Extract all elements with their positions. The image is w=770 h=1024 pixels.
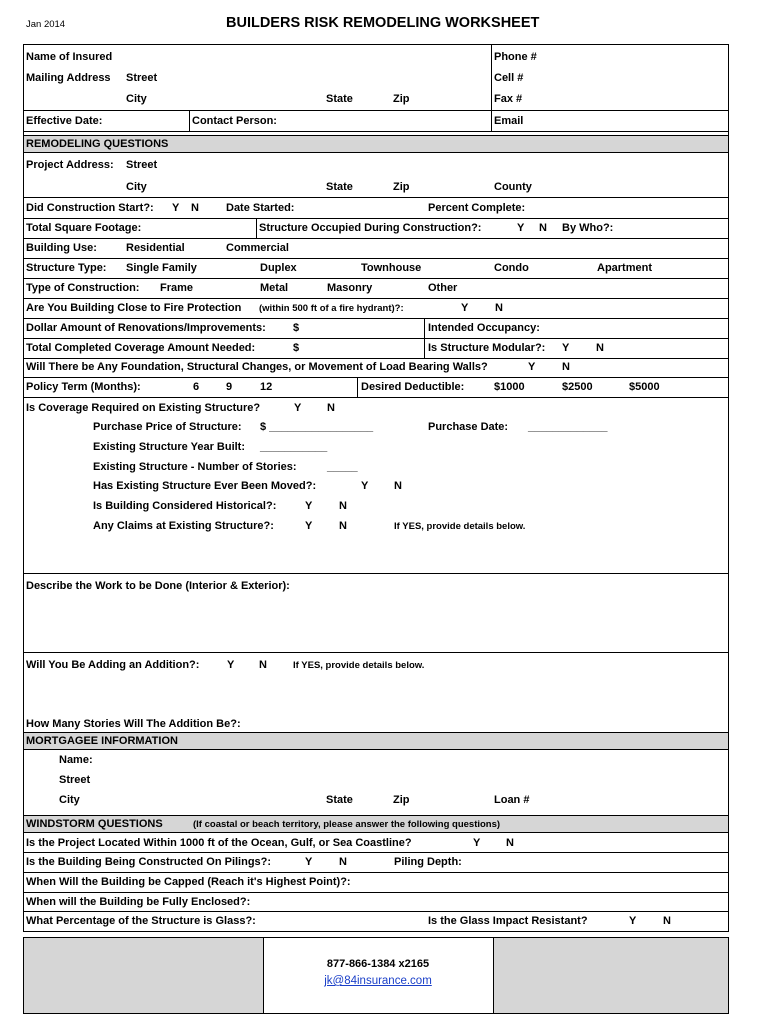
foundation-n[interactable]: N	[562, 361, 570, 373]
modular-n[interactable]: N	[596, 342, 604, 354]
mortgagee-city-label: City	[59, 794, 80, 806]
street-label: Street	[126, 72, 158, 84]
remodeling-heading: REMODELING QUESTIONS	[26, 138, 169, 150]
intended-occupancy-label: Intended Occupancy:	[428, 322, 540, 334]
claims-label: Any Claims at Existing Structure?:	[93, 520, 274, 532]
addition-y[interactable]: Y	[227, 659, 235, 671]
addition-n[interactable]: N	[259, 659, 267, 671]
moved-label: Has Existing Structure Ever Been Moved?:	[93, 480, 317, 492]
mortgagee-heading: MORTGAGEE INFORMATION	[26, 735, 178, 747]
zip-label: Zip	[393, 93, 410, 105]
enclosed-label: When will the Building be Fully Enclosed?:	[26, 896, 251, 908]
cell-label: Cell #	[494, 72, 524, 84]
claims-n[interactable]: N	[339, 520, 347, 532]
impact-resistant-y[interactable]: Y	[629, 915, 637, 927]
mortgagee-name-label: Name:	[59, 754, 93, 766]
mortgagee-state-label: State	[326, 794, 353, 806]
pilings-n[interactable]: N	[339, 856, 347, 868]
construction-start-y[interactable]: Y	[172, 202, 180, 214]
moved-n[interactable]: N	[394, 480, 402, 492]
project-address-label: Project Address:	[26, 159, 114, 171]
purchase-price-field[interactable]: $ _________________	[260, 421, 374, 433]
project-state-label: State	[326, 181, 353, 193]
year-built-label: Existing Structure Year Built:	[93, 441, 246, 453]
foundation-y[interactable]: Y	[528, 361, 536, 373]
deductible-5000[interactable]: $5000	[629, 381, 660, 393]
name-of-insured-label: Name of Insured	[26, 51, 113, 63]
addition-label: Will You Be Adding an Addition?:	[26, 659, 200, 671]
ocean-proximity-y[interactable]: Y	[473, 837, 481, 849]
project-city-label: City	[126, 181, 147, 193]
claims-note: If YES, provide details below.	[394, 521, 526, 532]
occupied-y[interactable]: Y	[517, 222, 525, 234]
mortgagee-street-label: Street	[59, 774, 91, 786]
contact-email-link[interactable]: jk@84insurance.com	[324, 975, 432, 987]
mailing-address-label: Mailing Address	[26, 72, 111, 84]
construction-start-n[interactable]: N	[191, 202, 199, 214]
capped-label: When Will the Building be Capped (Reach it's Highest Point)?:	[26, 876, 351, 888]
duplex-option[interactable]: Duplex	[260, 262, 297, 274]
state-label: State	[326, 93, 353, 105]
other-option[interactable]: Other	[428, 282, 458, 294]
townhouse-option[interactable]: Townhouse	[361, 262, 422, 274]
fax-label: Fax #	[494, 93, 523, 105]
addition-stories-label: How Many Stories Will The Addition Be?:	[26, 718, 241, 730]
policy-term-label: Policy Term (Months):	[26, 381, 141, 393]
deductible-1000[interactable]: $1000	[494, 381, 525, 393]
project-zip-label: Zip	[393, 181, 410, 193]
fire-protection-n[interactable]: N	[495, 302, 503, 314]
city-label: City	[126, 93, 147, 105]
modular-label: Is Structure Modular?:	[428, 342, 546, 354]
project-county-label: County	[494, 181, 532, 193]
metal-option[interactable]: Metal	[260, 282, 289, 294]
square-footage-label: Total Square Footage:	[26, 222, 142, 234]
claims-y[interactable]: Y	[305, 520, 313, 532]
structure-type-label: Structure Type:	[26, 262, 107, 274]
loan-number-label: Loan #	[494, 794, 530, 806]
pilings-y[interactable]: Y	[305, 856, 313, 868]
windstorm-note: (If coastal or beach territory, please answer the following questions)	[193, 819, 501, 830]
effective-date-label: Effective Date:	[26, 115, 103, 127]
historical-label: Is Building Considered Historical?:	[93, 500, 277, 512]
project-street-label: Street	[126, 159, 158, 171]
masonry-option[interactable]: Masonry	[327, 282, 373, 294]
impact-resistant-label: Is the Glass Impact Resistant?	[428, 915, 588, 927]
purchase-date-label: Purchase Date:	[428, 421, 509, 433]
fire-protection-note: (within 500 ft of a fire hydrant)?:	[259, 303, 404, 314]
term-9-option[interactable]: 9	[226, 381, 233, 393]
occupied-n[interactable]: N	[539, 222, 547, 234]
coverage-amount-label: Total Completed Coverage Amount Needed:	[26, 342, 256, 354]
windstorm-heading: WINDSTORM QUESTIONS	[26, 818, 163, 830]
ocean-proximity-n[interactable]: N	[506, 837, 514, 849]
year-built-field[interactable]: ___________	[260, 441, 328, 453]
addition-note: If YES, provide details below.	[293, 660, 425, 671]
contact-person-label: Contact Person:	[192, 115, 277, 127]
purchase-date-field[interactable]: _____________	[528, 421, 608, 433]
existing-coverage-y[interactable]: Y	[294, 402, 302, 414]
phone-label: Phone #	[494, 51, 537, 63]
existing-coverage-n[interactable]: N	[327, 402, 335, 414]
modular-y[interactable]: Y	[562, 342, 570, 354]
residential-option[interactable]: Residential	[126, 242, 185, 254]
stories-label: Existing Structure - Number of Stories:	[93, 461, 297, 473]
condo-option[interactable]: Condo	[494, 262, 529, 274]
piling-depth-label: Piling Depth:	[394, 856, 462, 868]
deductible-2500[interactable]: $2500	[562, 381, 593, 393]
form-title: BUILDERS RISK REMODELING WORKSHEET	[226, 15, 540, 31]
renovations-dollar: $	[293, 322, 300, 334]
purchase-price-label: Purchase Price of Structure:	[93, 421, 242, 433]
construction-start-label: Did Construction Start?:	[26, 202, 154, 214]
pilings-label: Is the Building Being Constructed On Pilings?:	[26, 856, 272, 868]
term-12-option[interactable]: 12	[260, 381, 273, 393]
ocean-proximity-label: Is the Project Located Within 1000 ft of the Ocean, Gulf, or Sea Coastline?	[26, 837, 412, 849]
email-label: Email	[494, 115, 524, 127]
term-6-option[interactable]: 6	[193, 381, 200, 393]
coverage-dollar: $	[293, 342, 300, 354]
stories-field[interactable]: _____	[327, 461, 358, 473]
mortgagee-zip-label: Zip	[393, 794, 410, 806]
impact-resistant-n[interactable]: N	[663, 915, 671, 927]
percent-complete-label: Percent Complete:	[428, 202, 526, 214]
fire-protection-y[interactable]: Y	[461, 302, 469, 314]
occupied-label: Structure Occupied During Construction?:	[259, 222, 482, 234]
apartment-option[interactable]: Apartment	[597, 262, 653, 274]
fire-protection-label: Are You Building Close to Fire Protection	[26, 302, 242, 314]
building-use-label: Building Use:	[26, 242, 97, 254]
form-date: Jan 2014	[26, 19, 66, 30]
frame-option[interactable]: Frame	[160, 282, 194, 294]
commercial-option[interactable]: Commercial	[226, 242, 289, 254]
foundation-label: Will There be Any Foundation, Structural Changes, or Movement of Load Bearing Walls?	[26, 361, 488, 373]
by-who-label: By Who?:	[562, 222, 614, 234]
moved-y[interactable]: Y	[361, 480, 369, 492]
single-family-option[interactable]: Single Family	[126, 262, 197, 274]
deductible-label: Desired Deductible:	[361, 381, 465, 393]
existing-coverage-label: Is Coverage Required on Existing Structure?	[26, 402, 261, 414]
construction-type-label: Type of Construction:	[26, 282, 140, 294]
renovations-label: Dollar Amount of Renovations/Improvements:	[26, 322, 266, 334]
describe-work-label: Describe the Work to be Done (Interior & Exterior):	[26, 580, 290, 592]
historical-n[interactable]: N	[339, 500, 347, 512]
contact-phone: 877-866-1384 x2165	[326, 958, 430, 970]
historical-y[interactable]: Y	[305, 500, 313, 512]
date-started-label: Date Started:	[226, 202, 295, 214]
glass-percentage-label: What Percentage of the Structure is Glass?:	[26, 915, 256, 927]
